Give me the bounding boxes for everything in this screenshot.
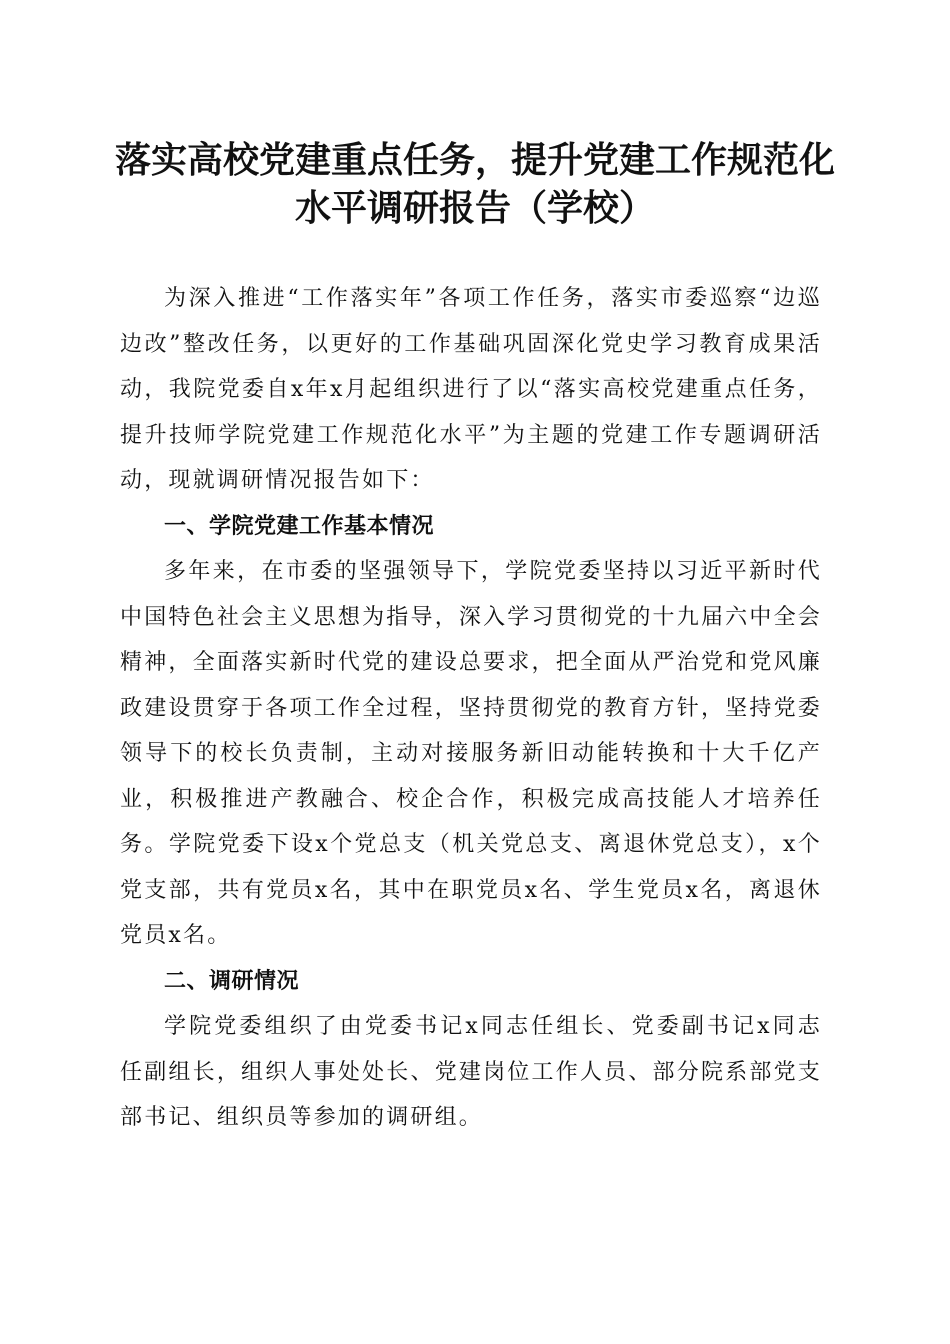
title-line-2: 水平调研报告（学校）: [294, 187, 655, 229]
section-1-paragraph: 多年来，在市委的坚强领导下，学院党委坚持以习近平新时代中国特色社会主义思想为指导，深入学习贯彻党的十九届六中全会精神，全面落实新时代党的建设总要求，把全面从严治党和党风廉政建设贯穿于各项工作全过程，坚持贯彻党的教育方针，坚持党委领导下的校长负责制，主动对接服务新旧动能转换和十大千亿产业，积极推进产教融合、校企合作，积极完成高技能人才培养任务。学院党委下设x个党总支（机关党总支、离退休党总支），x个党支部，共有党员x名，其中在职党员x名、学生党员x名，离退休党员x名。: [120, 559, 822, 948]
document-body: [120, 276, 822, 1141]
section-2-paragraph: 学院党委组织了由党委书记x同志任组长、党委副书记x同志任副组长，组织人事处处长、党建岗位工作人员、部分院系部党支部书记、组织员等参加的调研组。: [120, 1014, 822, 1130]
intro-paragraph: 为深入推进“工作落实年”各项工作任务，落实市委巡察“边巡边改”整改任务，以更好的工作基础巩固深化党史学习教育成果活动，我院党委自x年x月起组织进行了以“落实高校党建重点任务，提升技师学院党建工作规范化水平”为主题的党建工作专题调研活动，现就调研情况报告如下：: [120, 286, 822, 493]
section-2-heading: 二、调研情况: [164, 968, 300, 994]
document-title: [100, 136, 850, 232]
section-1-heading: 一、学院党建工作基本情况: [164, 513, 435, 539]
title-line-1: 落实高校党建重点任务，提升党建工作规范化: [114, 139, 835, 181]
